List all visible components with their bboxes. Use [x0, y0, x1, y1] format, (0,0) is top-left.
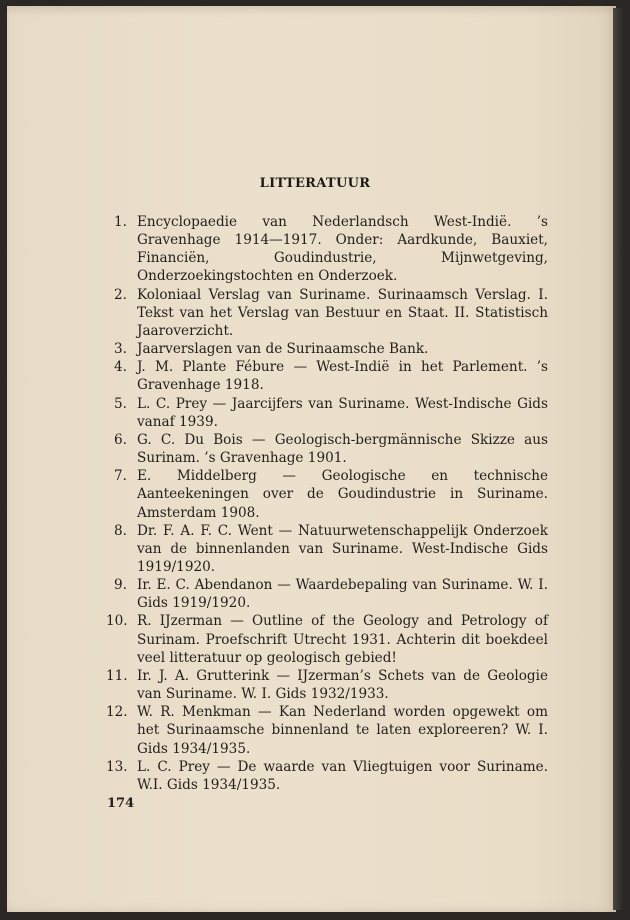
reference-number: 8. — [114, 522, 127, 539]
page-title: LITTERATUUR — [259, 176, 371, 191]
reference-number: 10. — [106, 613, 128, 630]
reference-number: 12. — [106, 704, 128, 721]
reference-item — [106, 703, 548, 757]
reference-item — [106, 340, 548, 358]
reference-item — [106, 467, 548, 521]
reference-text: R. IJzerman — Outline of the Geology and Petrology of Surinam. Proefschrift Utrecht 1931. Achterin dit boekdeel veel litteratuur op geologisch gebied! — [137, 613, 548, 666]
reference-text: G. C. Du Bois — Geologisch-bergmännische Skizze aus Surinam. ’s Gravenhage 1901. — [137, 431, 548, 467]
reference-text: Jaarverslagen van de Surinaamsche Bank. — [137, 341, 429, 358]
reference-number: 3. — [114, 341, 127, 358]
reference-number: 11. — [106, 667, 128, 684]
reference-text: Ir. E. C. Abendanon — Waardebepaling van Suriname. W. I. Gids 1919/1920. — [137, 577, 548, 612]
reference-text: Encyclopaedie van Nederlandsch West-Indië. ’s Gravenhage 1914—1917. Onder: Aardkunde, Bauxiet, Financiën, Goudindustrie, Mijnwetgeving, Onderzoekingstochten en Onderzoek. — [137, 214, 548, 285]
reference-text: E. Middelberg — Geologische en technische Aanteekeningen over de Goudindustrie in Suriname. Amsterdam 1908. — [137, 468, 548, 521]
reference-item — [106, 758, 548, 794]
page-number: 174 — [107, 796, 135, 811]
reference-text: Ir. J. A. Grutterink — IJzerman’s Schets van de Geologie van Suriname. W. I. Gids 1932/1933. — [137, 667, 548, 703]
reference-number: 7. — [114, 468, 127, 485]
reference-item — [106, 431, 548, 467]
reference-item — [106, 286, 548, 340]
reference-item — [106, 358, 548, 394]
reference-item — [106, 612, 548, 666]
reference-number: 2. — [114, 286, 127, 303]
reference-item — [106, 522, 548, 576]
reference-item — [106, 213, 548, 286]
reference-number: 1. — [114, 214, 127, 230]
reference-list — [106, 213, 548, 794]
reference-text: L. C. Prey — Jaarcijfers van Suriname. West-Indische Gids vanaf 1939. — [137, 395, 548, 430]
reference-number: 5. — [114, 395, 127, 412]
reference-number: 4. — [114, 359, 127, 376]
reference-text: W. R. Menkman — Kan Nederland worden opgewekt om het Surinaamsche binnenland te laten exploreeren? W. I. Gids 1934/1935. — [137, 704, 548, 757]
reference-text: Koloniaal Verslag van Suriname. Surinaamsch Verslag. I. Tekst van het Verslag van Bestuur en Staat. II. Statistisch Jaaroverzicht. — [137, 286, 548, 339]
reference-item — [106, 576, 548, 612]
reference-item — [106, 395, 548, 431]
reference-text: J. M. Plante Fébure — West-Indië in het Parlement. ’s Gravenhage 1918. — [137, 359, 548, 394]
reference-text: Dr. F. A. F. C. Went — Natuurwetenschappelijk Onderzoek van de binnenlanden van Suriname. West-Indische Gids 1919/1920. — [137, 522, 548, 575]
reference-number: 6. — [114, 431, 127, 448]
book-edge — [613, 8, 623, 910]
reference-item — [106, 667, 548, 703]
reference-number: 13. — [106, 758, 128, 775]
reference-number: 9. — [114, 577, 127, 594]
reference-text: L. C. Prey — De waarde van Vliegtuigen voor Suriname. W.I. Gids 1934/1935. — [137, 758, 548, 793]
